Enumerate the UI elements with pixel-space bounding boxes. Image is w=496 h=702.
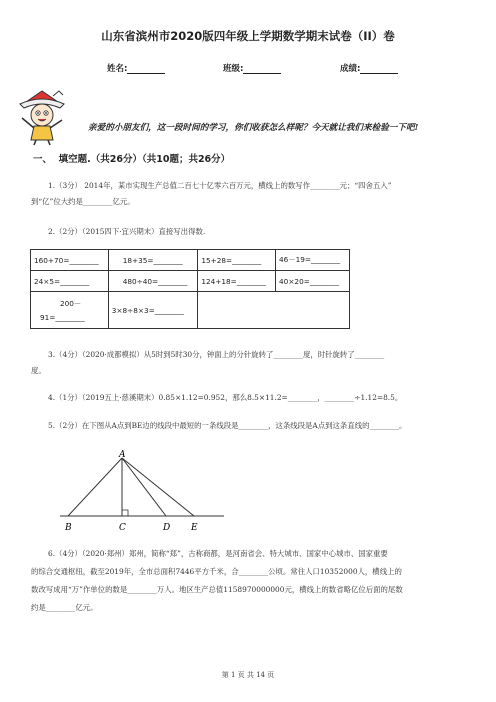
page-footer: 第 1 页 共 14 页 xyxy=(221,671,275,679)
question-6-line-4: 约是________亿元。 xyxy=(31,603,98,612)
table-cell: 24×5=________ xyxy=(31,271,109,292)
table-cell: 200－ 91=________ xyxy=(31,292,109,329)
point-label-d: D xyxy=(163,523,171,533)
question-6-line-1: 6.（4分）（2020·郑州）郑州，简称“郑”，古称商都，是河南省会、特大城市、国家中心城市、国家重要 xyxy=(48,549,388,558)
point-label-e: E xyxy=(191,523,198,533)
calc-table xyxy=(30,249,350,329)
section-heading: 一、 填空题.（共26分）（共10题；共26分） xyxy=(33,154,231,165)
question-1-line-1: 1.（3分） 2014年，某市实现生产总值二百七十亿零六百万元，横线上的数写作________元；“四舍五入” xyxy=(48,181,392,190)
question-3-line-1: 3.（4分）（2020·成都模拟）从5时到5时30分，钟面上的分针旋转了________度，时针旋转了________ xyxy=(48,350,385,359)
table-cell: 46－19=________ xyxy=(276,250,350,271)
table-cell: 160+70=________ xyxy=(31,250,109,271)
question-6-line-2: 的综合交通枢纽，截至2019年，全市总面积7446平方千米，合________公顷。常住人口10352000人，横线上的 xyxy=(31,567,402,576)
question-2: 2.（2分）（2015四下·宜兴期末）直接写出得数. xyxy=(48,227,206,236)
table-cell: 15+28=________ xyxy=(198,250,276,271)
name-field: 姓名: xyxy=(107,62,165,74)
score-field: 成绩: xyxy=(340,62,398,74)
point-label-c: C xyxy=(119,523,126,533)
point-label-b: B xyxy=(65,523,72,533)
question-1-line-2: 到“亿”位大约是________亿元。 xyxy=(31,197,135,206)
geometry-figure xyxy=(58,446,228,538)
table-row xyxy=(31,271,350,292)
table-cell: 124+18=________ xyxy=(198,271,276,292)
class-field: 班级: xyxy=(223,62,281,74)
greeting-text: 亲爱的小朋友们，这一段时间的学习，你们收获怎么样呢？今天就让我们来检验一下吧! xyxy=(88,123,419,133)
page-title: 山东省滨州市2020版四年级上学期数学期末试卷（II）卷 xyxy=(101,29,395,43)
table-row xyxy=(31,250,350,271)
point-label-a: A xyxy=(119,450,126,460)
table-cell xyxy=(198,292,350,329)
table-cell: 3×8÷8×3=________ xyxy=(108,292,198,329)
table-cell: 18+35=________ xyxy=(108,250,198,271)
question-6-line-3: 数改写成用“万”作单位的数是________万人。地区生产总值1158970000000元，横线上的数省略亿位后面的尾数 xyxy=(31,585,403,594)
table-row xyxy=(31,292,350,329)
table-cell: 40×20=________ xyxy=(276,271,350,292)
question-3-line-2: 度。 xyxy=(31,366,46,375)
question-4: 4.（1分）（2019五上·慈溪期末）0.85×1.12=0.952，那么8.5×11.2=________，________÷1.12=8.5。 xyxy=(48,393,403,402)
question-5: 5.（2分）在下图从A点到BE边的线段中最短的一条线段是________，这条线段是A点到这条直线的________。 xyxy=(48,421,407,430)
table-cell: 480÷40=________ xyxy=(108,271,198,292)
mascot-icon xyxy=(12,88,70,146)
